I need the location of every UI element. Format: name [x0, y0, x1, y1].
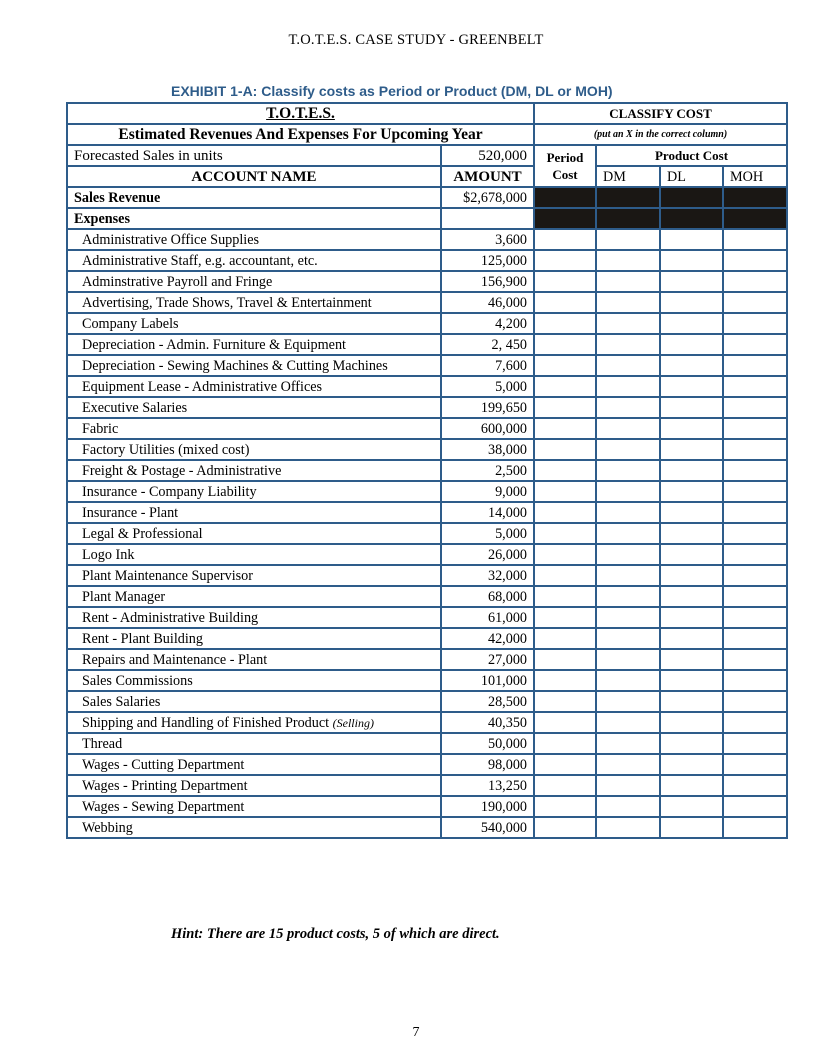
table-row — [67, 334, 787, 355]
table-row — [67, 418, 787, 439]
account-name-text: Sales Salaries — [82, 693, 161, 710]
account-name — [67, 250, 441, 271]
table-row — [67, 229, 787, 250]
blocked-cell — [596, 208, 660, 229]
account-name — [67, 670, 441, 691]
dl-cell[interactable] — [660, 502, 723, 523]
period-cost-cell[interactable] — [534, 313, 596, 334]
dl-cell[interactable] — [660, 607, 723, 628]
dl-cell[interactable] — [660, 439, 723, 460]
account-name — [67, 292, 441, 313]
blocked-cell — [660, 208, 723, 229]
account-name-text: Administrative Office Supplies — [82, 231, 260, 248]
amount: 9,000 — [441, 481, 534, 502]
account-name — [67, 691, 441, 712]
account-name — [67, 313, 441, 334]
account-name-text: Company Labels — [82, 315, 179, 332]
dm-cell[interactable] — [596, 817, 660, 838]
period-cost-cell[interactable] — [534, 796, 596, 817]
amount: 13,250 — [441, 775, 534, 796]
account-name — [67, 355, 441, 376]
account-name-text: Freight & Postage - Administrative — [82, 462, 282, 479]
account-name-suffix: (Selling) — [332, 715, 374, 730]
dm-cell[interactable] — [596, 691, 660, 712]
period-cost-cell[interactable] — [534, 628, 596, 649]
dl-cell[interactable] — [660, 670, 723, 691]
period-cost-cell[interactable] — [534, 250, 596, 271]
moh-cell[interactable] — [723, 271, 787, 292]
amount: 540,000 — [441, 817, 534, 838]
table-row — [67, 439, 787, 460]
table-row — [67, 733, 787, 754]
account-name-text: Fabric — [82, 420, 119, 437]
dl-cell[interactable] — [660, 460, 723, 481]
amount: 46,000 — [441, 292, 534, 313]
dl-cell[interactable] — [660, 481, 723, 502]
col-dm-header: DM — [596, 166, 660, 187]
dm-cell[interactable] — [596, 754, 660, 775]
dl-cell[interactable] — [660, 250, 723, 271]
amount: 32,000 — [441, 565, 534, 586]
account-name-text: Wages - Sewing Department — [82, 798, 245, 815]
dl-cell[interactable] — [660, 649, 723, 670]
amount: 50,000 — [441, 733, 534, 754]
blocked-cell — [723, 187, 787, 208]
moh-cell[interactable] — [723, 712, 787, 733]
account-name-text: Equipment Lease - Administrative Offices — [82, 378, 323, 395]
dl-cell[interactable] — [660, 817, 723, 838]
dl-cell[interactable] — [660, 418, 723, 439]
dl-cell[interactable] — [660, 775, 723, 796]
account-name-text: Shipping and Handling of Finished Product — [82, 714, 330, 731]
dm-cell[interactable] — [596, 565, 660, 586]
sales-revenue-label: Sales Revenue — [67, 187, 441, 208]
period-cost-cell[interactable] — [534, 712, 596, 733]
period-cost-cell[interactable] — [534, 292, 596, 313]
table-row — [67, 460, 787, 481]
cost-classification-table — [66, 102, 786, 902]
account-name — [67, 418, 441, 439]
table-row — [67, 712, 787, 733]
amount: 5,000 — [441, 376, 534, 397]
period-cost-line2: Cost — [552, 167, 578, 182]
amount: 14,000 — [441, 502, 534, 523]
amount: 600,000 — [441, 418, 534, 439]
dm-cell[interactable] — [596, 586, 660, 607]
blocked-cell — [534, 208, 596, 229]
account-name-text: Sales Commissions — [82, 672, 193, 689]
moh-cell[interactable] — [723, 481, 787, 502]
dm-cell[interactable] — [596, 271, 660, 292]
account-name — [67, 775, 441, 796]
dl-cell[interactable] — [660, 523, 723, 544]
table-row — [67, 397, 787, 418]
amount: 7,600 — [441, 355, 534, 376]
moh-cell[interactable] — [723, 460, 787, 481]
account-name — [67, 229, 441, 250]
dm-cell[interactable] — [596, 418, 660, 439]
moh-cell[interactable] — [723, 544, 787, 565]
amount: 156,900 — [441, 271, 534, 292]
moh-cell[interactable] — [723, 607, 787, 628]
period-cost-header — [534, 145, 596, 187]
table-row — [67, 775, 787, 796]
moh-cell[interactable] — [723, 334, 787, 355]
period-cost-cell[interactable] — [534, 376, 596, 397]
table-row — [67, 649, 787, 670]
account-name — [67, 271, 441, 292]
period-cost-cell[interactable] — [534, 565, 596, 586]
dl-cell[interactable] — [660, 691, 723, 712]
moh-cell[interactable] — [723, 691, 787, 712]
amount: 40,350 — [441, 712, 534, 733]
dl-cell[interactable] — [660, 271, 723, 292]
col-amount-header: AMOUNT — [441, 166, 534, 187]
period-cost-cell[interactable] — [534, 670, 596, 691]
amount: 2,500 — [441, 460, 534, 481]
moh-cell[interactable] — [723, 523, 787, 544]
account-name — [67, 586, 441, 607]
account-name — [67, 502, 441, 523]
period-cost-cell[interactable] — [534, 481, 596, 502]
blocked-cell — [723, 208, 787, 229]
account-name-text: Rent - Plant Building — [82, 630, 203, 647]
dl-cell[interactable] — [660, 796, 723, 817]
table-row — [67, 271, 787, 292]
col-dl-header: DL — [660, 166, 723, 187]
table-row — [67, 313, 787, 334]
amount: 190,000 — [441, 796, 534, 817]
blocked-cell — [596, 187, 660, 208]
account-name-text: Insurance - Plant — [82, 504, 179, 521]
account-name — [67, 796, 441, 817]
col-moh-header: MOH — [723, 166, 787, 187]
account-name-text: Advertising, Trade Shows, Travel & Entertainment — [82, 294, 372, 311]
dl-cell[interactable] — [660, 334, 723, 355]
account-name — [67, 439, 441, 460]
table-row — [67, 670, 787, 691]
account-name-text: Wages - Cutting Department — [82, 756, 245, 773]
account-name-text: Plant Maintenance Supervisor — [82, 567, 253, 584]
account-name-text: Rent - Administrative Building — [82, 609, 259, 626]
table-row — [67, 355, 787, 376]
company-name: T.O.T.E.S. — [67, 103, 534, 124]
classify-note: (put an X in the correct column) — [534, 124, 787, 145]
period-cost-cell[interactable] — [534, 355, 596, 376]
expenses-amount-cell — [441, 208, 534, 229]
moh-cell[interactable] — [723, 565, 787, 586]
dl-cell[interactable] — [660, 565, 723, 586]
account-name-text: Webbing — [82, 819, 133, 836]
period-cost-cell[interactable] — [534, 271, 596, 292]
dl-cell[interactable] — [660, 229, 723, 250]
period-cost-cell[interactable] — [534, 754, 596, 775]
account-name — [67, 334, 441, 355]
account-name-text: Legal & Professional — [82, 525, 203, 542]
account-name-text: Executive Salaries — [82, 399, 188, 416]
amount: 38,000 — [441, 439, 534, 460]
moh-cell[interactable] — [723, 586, 787, 607]
period-cost-cell[interactable] — [534, 586, 596, 607]
dm-cell[interactable] — [596, 313, 660, 334]
dm-cell[interactable] — [596, 775, 660, 796]
moh-cell[interactable] — [723, 817, 787, 838]
dm-cell[interactable] — [596, 250, 660, 271]
account-name — [67, 754, 441, 775]
account-name-text: Administrative Staff, e.g. accountant, etc. — [82, 252, 318, 269]
amount: 28,500 — [441, 691, 534, 712]
dm-cell[interactable] — [596, 334, 660, 355]
table-row — [67, 565, 787, 586]
moh-cell[interactable] — [723, 502, 787, 523]
moh-cell[interactable] — [723, 775, 787, 796]
account-name-text: Depreciation - Sewing Machines & Cutting Machines — [82, 357, 388, 374]
amount: 5,000 — [441, 523, 534, 544]
page-header: T.O.T.E.S. CASE STUDY - GREENBELT — [288, 32, 544, 48]
amount: 3,600 — [441, 229, 534, 250]
moh-cell[interactable] — [723, 376, 787, 397]
dm-cell[interactable] — [596, 481, 660, 502]
dl-cell[interactable] — [660, 292, 723, 313]
amount: 68,000 — [441, 586, 534, 607]
table-row — [67, 481, 787, 502]
moh-cell[interactable] — [723, 439, 787, 460]
moh-cell[interactable] — [723, 670, 787, 691]
moh-cell[interactable] — [723, 649, 787, 670]
moh-cell[interactable] — [723, 250, 787, 271]
col-account-header: ACCOUNT NAME — [67, 166, 441, 187]
moh-cell[interactable] — [723, 418, 787, 439]
period-cost-cell[interactable] — [534, 607, 596, 628]
moh-cell[interactable] — [723, 628, 787, 649]
dm-cell[interactable] — [596, 712, 660, 733]
table-row — [67, 523, 787, 544]
account-name-text: Logo Ink — [82, 546, 135, 563]
table-row — [67, 817, 787, 838]
period-cost-line1: Period — [546, 150, 584, 165]
amount: 98,000 — [441, 754, 534, 775]
table-row — [67, 691, 787, 712]
blocked-cell — [660, 187, 723, 208]
account-name — [67, 376, 441, 397]
period-cost-cell[interactable] — [534, 733, 596, 754]
account-name — [67, 628, 441, 649]
table-row — [67, 586, 787, 607]
account-name-text: Factory Utilities (mixed cost) — [82, 441, 250, 458]
dm-cell[interactable] — [596, 376, 660, 397]
period-cost-cell[interactable] — [534, 418, 596, 439]
account-name — [67, 817, 441, 838]
dm-cell[interactable] — [596, 460, 660, 481]
period-cost-cell[interactable] — [534, 649, 596, 670]
dl-cell[interactable] — [660, 712, 723, 733]
dl-cell[interactable] — [660, 628, 723, 649]
moh-cell[interactable] — [723, 355, 787, 376]
account-name-text: Wages - Printing Department — [82, 777, 248, 794]
hint-text: Hint: There are 15 product costs, 5 of which are direct. — [171, 926, 500, 942]
dm-cell[interactable] — [596, 544, 660, 565]
table-row — [67, 628, 787, 649]
dl-cell[interactable] — [660, 733, 723, 754]
account-name — [67, 523, 441, 544]
account-name — [67, 565, 441, 586]
table-row — [67, 796, 787, 817]
forecast-value: 520,000 — [441, 145, 534, 166]
account-name — [67, 712, 441, 733]
amount: 27,000 — [441, 649, 534, 670]
sales-revenue-value: $2,678,000 — [441, 187, 534, 208]
table-row — [67, 292, 787, 313]
dm-cell[interactable] — [596, 628, 660, 649]
table-row — [67, 376, 787, 397]
table-row — [67, 544, 787, 565]
dl-cell[interactable] — [660, 376, 723, 397]
classify-cost-title: CLASSIFY COST — [534, 103, 787, 124]
moh-cell[interactable] — [723, 754, 787, 775]
account-name — [67, 649, 441, 670]
dl-cell[interactable] — [660, 754, 723, 775]
product-cost-header: Product Cost — [596, 145, 787, 166]
period-cost-cell[interactable] — [534, 544, 596, 565]
period-cost-cell[interactable] — [534, 460, 596, 481]
account-name — [67, 460, 441, 481]
moh-cell[interactable] — [723, 313, 787, 334]
moh-cell[interactable] — [723, 292, 787, 313]
table-row — [67, 250, 787, 271]
dm-cell[interactable] — [596, 355, 660, 376]
table-subtitle: Estimated Revenues And Expenses For Upcoming Year — [67, 124, 534, 145]
expenses-label: Expenses — [67, 208, 441, 229]
table-row — [67, 607, 787, 628]
account-name-text: Insurance - Company Liability — [82, 483, 257, 500]
period-cost-cell[interactable] — [534, 439, 596, 460]
dm-cell[interactable] — [596, 502, 660, 523]
period-cost-cell[interactable] — [534, 523, 596, 544]
blocked-cell — [534, 187, 596, 208]
amount: 101,000 — [441, 670, 534, 691]
period-cost-cell[interactable] — [534, 775, 596, 796]
dm-cell[interactable] — [596, 733, 660, 754]
dm-cell[interactable] — [596, 229, 660, 250]
amount: 4,200 — [441, 313, 534, 334]
period-cost-cell[interactable] — [534, 334, 596, 355]
moh-cell[interactable] — [723, 229, 787, 250]
account-name-text: Repairs and Maintenance - Plant — [82, 651, 268, 668]
dm-cell[interactable] — [596, 523, 660, 544]
moh-cell[interactable] — [723, 397, 787, 418]
period-cost-cell[interactable] — [534, 502, 596, 523]
table-row — [67, 502, 787, 523]
moh-cell[interactable] — [723, 733, 787, 754]
account-name — [67, 481, 441, 502]
amount: 26,000 — [441, 544, 534, 565]
period-cost-cell[interactable] — [534, 229, 596, 250]
dm-cell[interactable] — [596, 796, 660, 817]
amount: 2, 450 — [441, 334, 534, 355]
amount: 42,000 — [441, 628, 534, 649]
dm-cell[interactable] — [596, 292, 660, 313]
account-name — [67, 607, 441, 628]
account-name-text: Plant Manager — [82, 588, 166, 605]
table-row — [67, 754, 787, 775]
period-cost-cell[interactable] — [534, 691, 596, 712]
amount: 61,000 — [441, 607, 534, 628]
dl-cell[interactable] — [660, 586, 723, 607]
forecast-label: Forecasted Sales in units — [67, 145, 441, 166]
amount: 199,650 — [441, 397, 534, 418]
page-number: 7 — [412, 1025, 420, 1040]
amount: 125,000 — [441, 250, 534, 271]
account-name-text: Thread — [82, 735, 123, 752]
account-name-text: Adminstrative Payroll and Fringe — [82, 273, 273, 290]
dm-cell[interactable] — [596, 439, 660, 460]
dm-cell[interactable] — [596, 649, 660, 670]
account-name — [67, 544, 441, 565]
moh-cell[interactable] — [723, 796, 787, 817]
exhibit-title: EXHIBIT 1-A: Classify costs as Period or Product (DM, DL or MOH) — [171, 83, 613, 99]
dm-cell[interactable] — [596, 397, 660, 418]
dl-cell[interactable] — [660, 397, 723, 418]
period-cost-cell[interactable] — [534, 397, 596, 418]
account-name — [67, 397, 441, 418]
dm-cell[interactable] — [596, 670, 660, 691]
dm-cell[interactable] — [596, 607, 660, 628]
dl-cell[interactable] — [660, 544, 723, 565]
period-cost-cell[interactable] — [534, 817, 596, 838]
account-name-text: Depreciation - Admin. Furniture & Equipment — [82, 336, 346, 353]
dl-cell[interactable] — [660, 355, 723, 376]
account-name — [67, 733, 441, 754]
dl-cell[interactable] — [660, 313, 723, 334]
